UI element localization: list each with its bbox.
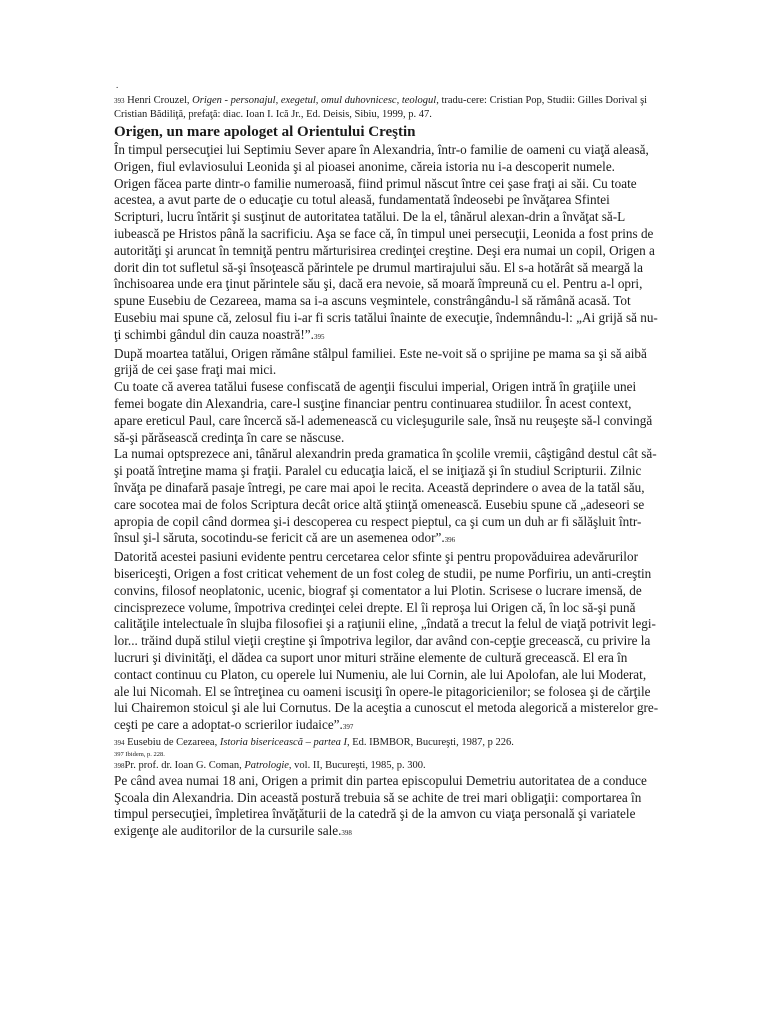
footnote-details: , Ed. IBMBOR, Bucureşti, 1987, p 226. xyxy=(346,736,514,748)
footnote-393 xyxy=(114,94,659,121)
footnote-number: 393 xyxy=(114,97,125,105)
paragraph-7-text: Pe când avea numai 18 ani, Origen a primit din partea episcopului Demetriu autoritatea de a conduce Şcoala din Alexandria. Din această postură trebuia să se achite de trei mari obligaţii: comportarea în timpul persecuţiei, împletirea învăţăturii de la catedră şi de la amvon cu viaţa personală şi variatele exigenţe ale auditorilor de la cursurile sale. xyxy=(114,772,647,839)
paragraph-4: Cu toate că averea tatălui fusese confiscată de agenţii fiscului imperial, Origen intră în graţiile unei femei bogate din Alexandria, care-l susţine financiar pentru continuarea studiilor. În acest context, apare ereticul Paul, care încercă să-l ademenească cu vicleşugurile sale, însă nu reuşeşte să-l convingă să-şi părăsească credinţa în care se născuse. xyxy=(114,379,653,445)
footnote-394 xyxy=(114,736,659,750)
footnote-book-title: Patrologie xyxy=(244,759,289,771)
paragraph-6 xyxy=(114,549,659,736)
footnote-author: Eusebiu de Cezareea, xyxy=(127,736,220,748)
paragraph-7 xyxy=(114,773,659,842)
footnote-ref-397[interactable]: 397 xyxy=(342,723,354,732)
footnote-author: Pr. prof. dr. Ioan G. Coman, xyxy=(124,759,245,771)
footnote-book-title: Istoria bisericească – partea I xyxy=(219,736,347,748)
document-page xyxy=(114,80,659,842)
paragraph-1: În timpul persecuţiei lui Septimiu Sever apare în Alexandria, într-o familie de oameni cu viaţă aleasă, Origen, fiul evlaviosului Leonida şi al pioasei anonime, căreia istoria nu i-a descoperit numele. xyxy=(114,142,649,174)
footnote-397: 397 Ibidem, p. 228. xyxy=(114,750,165,758)
page-mark: . xyxy=(116,80,119,90)
paragraph-3: După moartea tatălui, Origen rămâne stâlpul familiei. Este ne-voit să o sprijine pe mama sa şi să aibă grijă de cei şase fraţi mai mici. xyxy=(114,345,647,378)
paragraph-5-text: La numai optsprezece ani, tânărul alexandrin preda gramatica în şcolile vremii, câştigând destul cât să-şi poată întreţine mama şi fraţii. Paralel cu educaţia laică, el se iniţiază şi în studiul Scripturii. Zilnic învăţa pe dinafară pasaje întregi, pe care mai apoi le recita. Această deprindere o avea de la tatăl său, care socotea mai de folos Scriptura decât orice altă ştiinţă omenească. Eusebiu spune că „adeseori se apropia de copil când dormea şi-i descoperea cu respect pieptul, ca şi cum un duh ar fi sălăşluit într-însul şi-l săruta, socotindu-se fericit că are un asemenea odor”. xyxy=(114,446,657,546)
paragraph-2 xyxy=(114,176,659,346)
paragraph-6-text: Datorită acestei pasiuni evidente pentru cercetarea celor sfinte şi pentru propovăduirea adevărurilor bisericeşti, Origen a fost criticat vehement de un fost coleg de studii, pe nume Porfiriu, un anti-creştin convins, filosof neoplatonic, ucenic, biograf şi comentator a lui Plotin. Scrisese o lucrare imensă, de cincisprezece volume, împotriva credinţei celei drepte. El îi reproşa lui Origen că, în loc să-şi pună calităţile intelectuale în slujba filosofiei şi a raţiunii eline, „îndată a trecut la felul de viaţă potrivit legi-lor... trăind după stilul vieţii creştine şi împotriva legilor, dar având con-cepţie grecească, cu privire la lucruri şi divinităţi, el dădea ca suport unor mituri străine elemente de cultură grecească. El era în contact continuu cu Platon, cu operele lui Numeniu, ale lui Cornin, ale lui Apolofan, ale lui Moderat, ale lui Nicomah. El se întreţinea cu oameni iscusiţi în opere-le pitagoricienilor; se folosea şi de cărţile lui Chairemon stoicul şi ale lui Cornutus. De la aceştia a cunoscut el metoda alegorică a misterelor gre-ceşti pe care a adoptat-o scrierilor iudaice”. xyxy=(114,549,659,733)
footnote-details: , tradu-cere: Cristian Pop, Studii: Gilles Dorival şi Cristian Bădiliţă, prefaţă: diac. Ioan I. Ică Jr., Ed. Deisis, Sibiu, 1999, p. 47. xyxy=(114,95,648,120)
footnote-number: 398 xyxy=(114,761,125,770)
paragraph-2-text: Origen făcea parte dintr-o familie numeroasă, fiind primul născut între cei şase fraţi ai săi. Cu toate acestea, a avut parte de o educaţie cu totul aleasă, fundamentată îndeosebi pe învăţarea Sfintei Scripturi, lucru întărit şi susţinut de autoritatea tatălui. De la el, tânărul alexan-drin a învăţat să-L iubească pe Hristos până la sacrificiu. Aşa se face că, în timpul unei persecuţii, Leonida a fost prins de autorităţi şi aruncat în temniţă pentru mărturisirea credinţei creştine. Deşi era numai un copil, Origen a dorit din tot sufletul să-şi însoţească părintele pe drumul martirajului său. El s-a hotărât să meargă la închisoarea unde era ţinut părintele său şi, dacă era nevoie, să moară împreună cu el. Pentru a-l opri, spune Eusebiu de Cezareea, mama sa i-a ascuns veşmintele, constrângându-l să rămână acasă. Tot Eusebiu mai spune că, zelosul fiu i-ar fi scris tatălui înainte de execuţie, îndemnându-l: „Ai grijă să nu-ţi schimbi gândul din cauza noastră!”. xyxy=(114,175,658,342)
footnote-book-title: Origen - personajul, exegetul, omul duhovnicesc, teologul xyxy=(192,95,437,106)
footnote-details: , vol. II, Bucureşti, 1985, p. 300. xyxy=(288,759,426,771)
footnote-author: Henri Crouzel, xyxy=(127,95,193,106)
footnote-ref-398[interactable]: 398 xyxy=(341,829,352,838)
footnote-398 xyxy=(114,759,659,773)
paragraph-5 xyxy=(114,446,659,549)
footnote-ref-396[interactable]: 396 xyxy=(444,536,456,545)
footnote-ref-395[interactable]: 395 xyxy=(313,332,325,341)
section-heading: Origen, un mare apologet al Orientului Creştin xyxy=(114,124,416,140)
footnote-number: 394 xyxy=(114,738,125,747)
